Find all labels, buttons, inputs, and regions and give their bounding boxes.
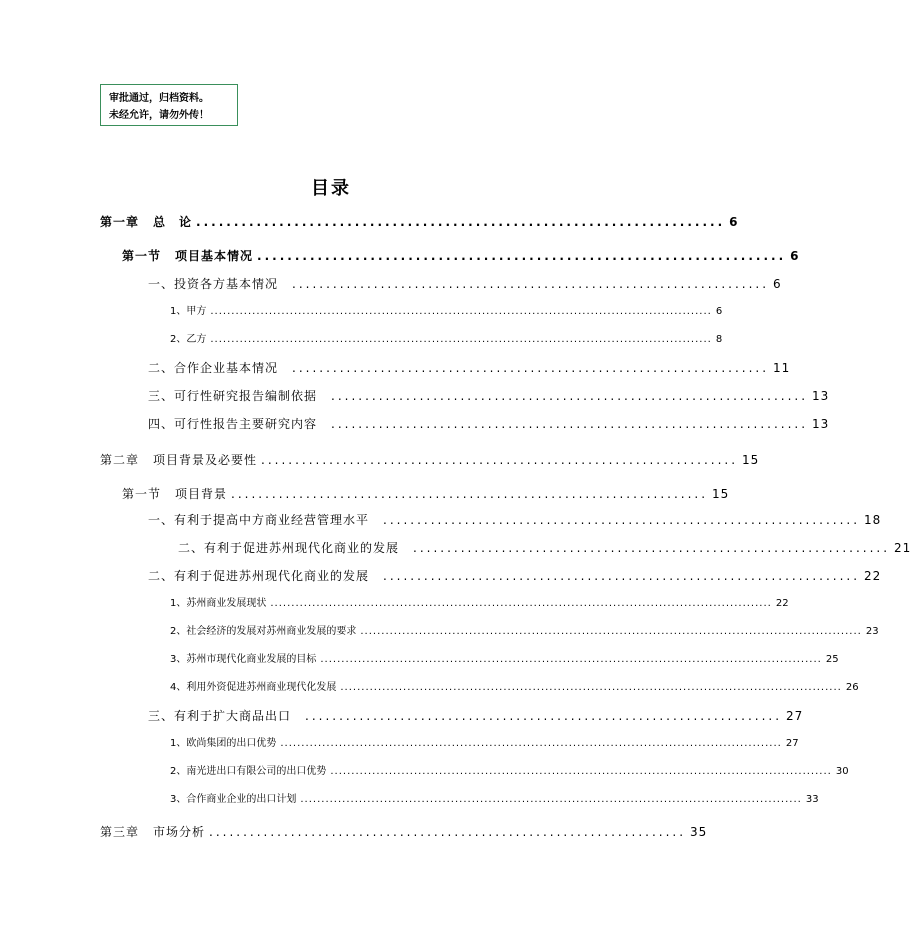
toc-text: 1、甲方	[170, 306, 207, 317]
toc-text: 二、有利于促进苏州现代化商业的发展	[178, 541, 400, 555]
stamp-line-1: 审批通过，归档资料。	[109, 93, 209, 104]
toc-text: 一、投资各方基本情况	[148, 277, 279, 291]
toc-text: 总 论	[153, 215, 193, 229]
toc-page: 13	[812, 417, 830, 431]
toc-text: 二、有利于促进苏州现代化商业的发展	[148, 569, 370, 583]
toc-text: 1、欧尚集团的出口优势	[170, 738, 277, 749]
toc-page: 22	[775, 598, 789, 609]
toc-item[interactable]: 2、乙方 ........................................................................................................................ 8	[170, 330, 572, 350]
toc-item[interactable]: 三、可行性研究报告编制依据 ...................................................................... 13	[148, 386, 572, 406]
toc-chapter-1[interactable]: 第一章 总 论 ...................................................................... 6	[100, 212, 572, 232]
toc-section-1-1[interactable]: 第一节 项目基本情况 ...................................................................... 6	[122, 246, 572, 266]
toc-item[interactable]: 二、合作企业基本情况 ...................................................................... 11	[148, 358, 572, 378]
toc-item[interactable]: 3、合作商业企业的出口计划 ........................................................................................................................ 33	[170, 790, 572, 810]
toc-page: 23	[865, 626, 879, 637]
toc-page: 27	[786, 709, 804, 723]
toc-page: 6	[729, 215, 739, 229]
toc-item[interactable]: 一、投资各方基本情况 ...................................................................... 6	[148, 274, 572, 294]
toc-item[interactable]: 4、利用外资促进苏州商业现代化发展 ........................................................................................................................ 26	[170, 678, 572, 698]
toc-chapter-3[interactable]: 第三章 市场分析 ...................................................................... 35	[100, 822, 572, 842]
toc-item[interactable]: 三、有利于扩大商品出口 ...................................................................... 27	[148, 706, 572, 726]
toc-chapter-2[interactable]: 第二章 项目背景及必要性 ...................................................................... 15	[100, 450, 572, 470]
toc-page: 25	[825, 654, 839, 665]
toc-num: 第一节	[122, 487, 162, 501]
toc-num: 第一节	[122, 249, 162, 263]
toc-page: 22	[864, 569, 882, 583]
toc-page: 33	[805, 794, 819, 805]
toc-num: 第一章	[100, 215, 140, 229]
toc-page: 6	[773, 277, 782, 291]
toc-page: 11	[773, 361, 791, 375]
page-title: 目录	[311, 178, 351, 199]
toc-item[interactable]: 1、苏州商业发展现状 ........................................................................................................................ 22	[170, 594, 572, 614]
toc-item[interactable]: 2、南光进出口有限公司的出口优势 ........................................................................................................................ 30	[170, 762, 572, 782]
toc-page: 27	[785, 738, 799, 749]
toc-text: 2、社会经济的发展对苏州商业发展的要求	[170, 626, 357, 637]
toc-text: 市场分析	[153, 825, 206, 839]
toc-item[interactable]: 1、甲方 ........................................................................................................................ 6	[170, 302, 572, 322]
toc-page: 6	[790, 249, 800, 263]
toc-text: 1、苏州商业发展现状	[170, 598, 267, 609]
toc-section-2-1[interactable]: 第一节 项目背景 ...................................................................... 15	[122, 484, 572, 504]
stamp-line-2: 未经允许，请勿外传！	[109, 110, 209, 121]
toc-text: 二、合作企业基本情况	[148, 361, 279, 375]
toc-page: 6	[715, 306, 723, 317]
toc-text: 三、有利于扩大商品出口	[148, 709, 292, 723]
toc-page: 15	[712, 487, 730, 501]
toc-text: 项目背景及必要性	[153, 453, 258, 467]
toc-text: 2、南光进出口有限公司的出口优势	[170, 766, 327, 777]
toc-item[interactable]: 3、苏州市现代化商业发展的目标 ........................................................................................................................ 25	[170, 650, 572, 670]
toc-page: 18	[864, 513, 882, 527]
toc-num: 第二章	[100, 453, 140, 467]
toc-page: 35	[690, 825, 708, 839]
toc-text: 一、有利于提高中方商业经营管理水平	[148, 513, 370, 527]
toc-page: 13	[812, 389, 830, 403]
toc-page: 30	[835, 766, 849, 777]
toc-num: 第三章	[100, 825, 140, 839]
toc-text: 3、苏州市现代化商业发展的目标	[170, 654, 317, 665]
toc-page: 26	[845, 682, 859, 693]
toc-text: 项目背景	[175, 487, 228, 501]
toc-page: 21	[894, 541, 911, 555]
toc-item[interactable]: 二、有利于促进苏州现代化商业的发展 ...................................................................... 22	[148, 566, 572, 586]
toc-text: 3、合作商业企业的出口计划	[170, 794, 297, 805]
toc-text: 4、利用外资促进苏州商业现代化发展	[170, 682, 337, 693]
toc-page: 15	[742, 453, 760, 467]
toc-item[interactable]: 1、欧尚集团的出口优势 ........................................................................................................................ 27	[170, 734, 572, 754]
toc-text: 四、可行性报告主要研究内容	[148, 417, 318, 431]
toc-text: 项目基本情况	[175, 249, 254, 263]
toc-item[interactable]: 四、可行性报告主要研究内容 ...................................................................... 13	[148, 414, 572, 434]
toc-item[interactable]: 2、社会经济的发展对苏州商业发展的要求 ........................................................................................................................ 23	[170, 622, 572, 642]
toc-item[interactable]: 二、有利于促进苏州现代化商业的发展 ...................................................................... 21	[178, 538, 572, 558]
toc-page: 8	[715, 334, 723, 345]
toc-item[interactable]: 一、有利于提高中方商业经营管理水平 ...................................................................... 18	[148, 510, 572, 530]
approval-stamp	[100, 84, 238, 126]
toc-text: 2、乙方	[170, 334, 207, 345]
toc-text: 三、可行性研究报告编制依据	[148, 389, 318, 403]
